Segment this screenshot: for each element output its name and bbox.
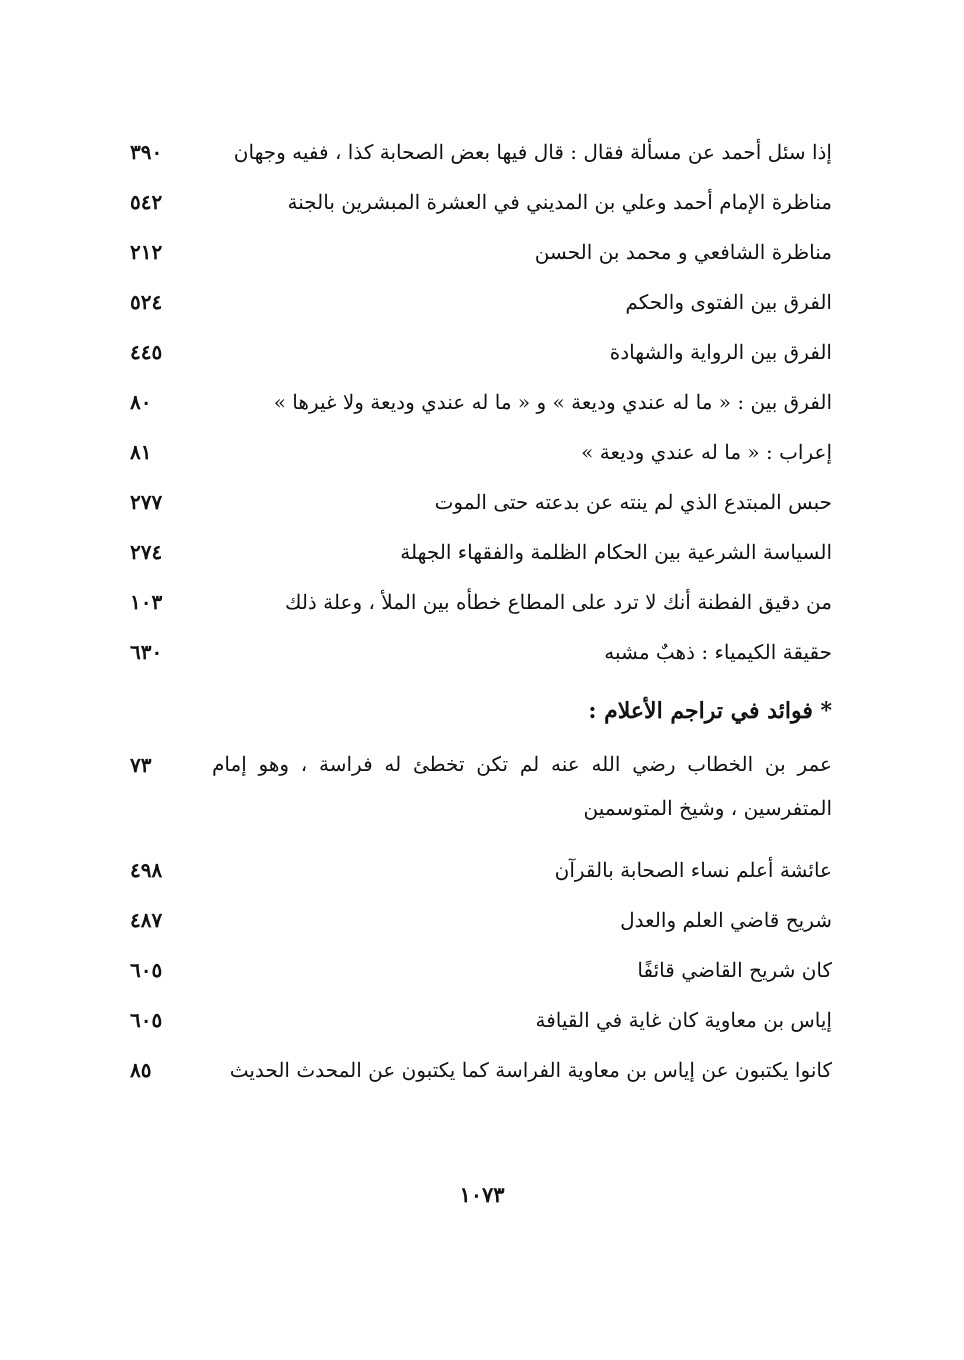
- page-number: ١٠٧٣: [459, 1182, 505, 1207]
- entry-text: عمر بن الخطاب رضي الله عنه لم تكن تخطئ له فراسة ، وهو إمام المتفرسين ، وشيخ المتوسمين: [212, 752, 832, 820]
- entry-page-number: ٢١٢: [130, 240, 163, 264]
- entry-page-number: ٣٩٠: [130, 140, 163, 164]
- entry-text: إذا سئل أحمد عن مسألة فقال : قال فيها بعض الصحابة كذا ، ففيه وجهان: [233, 140, 832, 164]
- entry-page-number: ٤٨٧: [130, 908, 163, 932]
- entry-page-number: ٤٤٥: [130, 340, 163, 364]
- section-heading: * فوائد في تراجم الأعلام :: [588, 698, 832, 724]
- entry-text: كانوا يكتبون عن إياس بن معاوية الفراسة كما يكتبون عن المحدث الحديث: [229, 1058, 832, 1082]
- entry-page-number: ٤٩٨: [130, 858, 163, 882]
- entry-page-number: ٢٧٤: [130, 540, 163, 564]
- entry-page-number: ٨٥: [130, 1058, 152, 1082]
- entry-page-number: ٨١: [130, 440, 152, 464]
- entry-page-number: ٨٠: [130, 390, 152, 414]
- entry-text: عائشة أعلم نساء الصحابة بالقرآن: [554, 858, 832, 882]
- entry-page-number: ٦٣٠: [130, 640, 163, 664]
- entry-page-number: ٦٠٥: [130, 958, 163, 982]
- entry-text: شريح قاضي العلم والعدل: [620, 908, 832, 932]
- entry-text: إياس بن معاوية كان غاية في القيافة: [535, 1008, 832, 1032]
- entry-text: مناظرة الإمام أحمد وعلي بن المديني في العشرة المبشرين بالجنة: [287, 190, 832, 214]
- entry-page-number: ٦٠٥: [130, 1008, 163, 1032]
- entry-page-number: ٥٢٤: [130, 290, 163, 314]
- entry-page-number: ٧٣: [130, 753, 152, 777]
- entry-page-number: ١٠٣: [130, 590, 163, 614]
- entry-text: الفرق بين الفتوى والحكم: [625, 290, 832, 314]
- entry-page-number: ٥٤٢: [130, 190, 163, 214]
- entry-text: من دقيق الفطنة أنك لا ترد على المطاع خطأه بين الملأ ، وعلة ذلك: [284, 590, 832, 614]
- entry-page-number: ٢٧٧: [130, 490, 163, 514]
- entry-text: حقيقة الكيمياء : ذهبٌ مشبه: [604, 640, 832, 664]
- entry-text: إعراب : « ما له عندي وديعة »: [581, 440, 832, 464]
- entry-text: مناظرة الشافعي و محمد بن الحسن: [534, 240, 832, 264]
- entry-text: حبس المبتدع الذي لم ينته عن بدعته حتى الموت: [434, 490, 832, 514]
- index-entry-multiline: [130, 750, 832, 838]
- entry-text: الفرق بين : « ما له عندي وديعة » و « ما له عندي وديعة ولا غيرها »: [273, 390, 832, 414]
- entry-text: كان شريح القاضي قائفًا: [637, 958, 832, 982]
- entry-text: الفرق بين الرواية والشهادة: [609, 340, 832, 364]
- entry-text: السياسة الشرعية بين الحكام الظلمة والفقهاء الجهلة: [400, 540, 832, 564]
